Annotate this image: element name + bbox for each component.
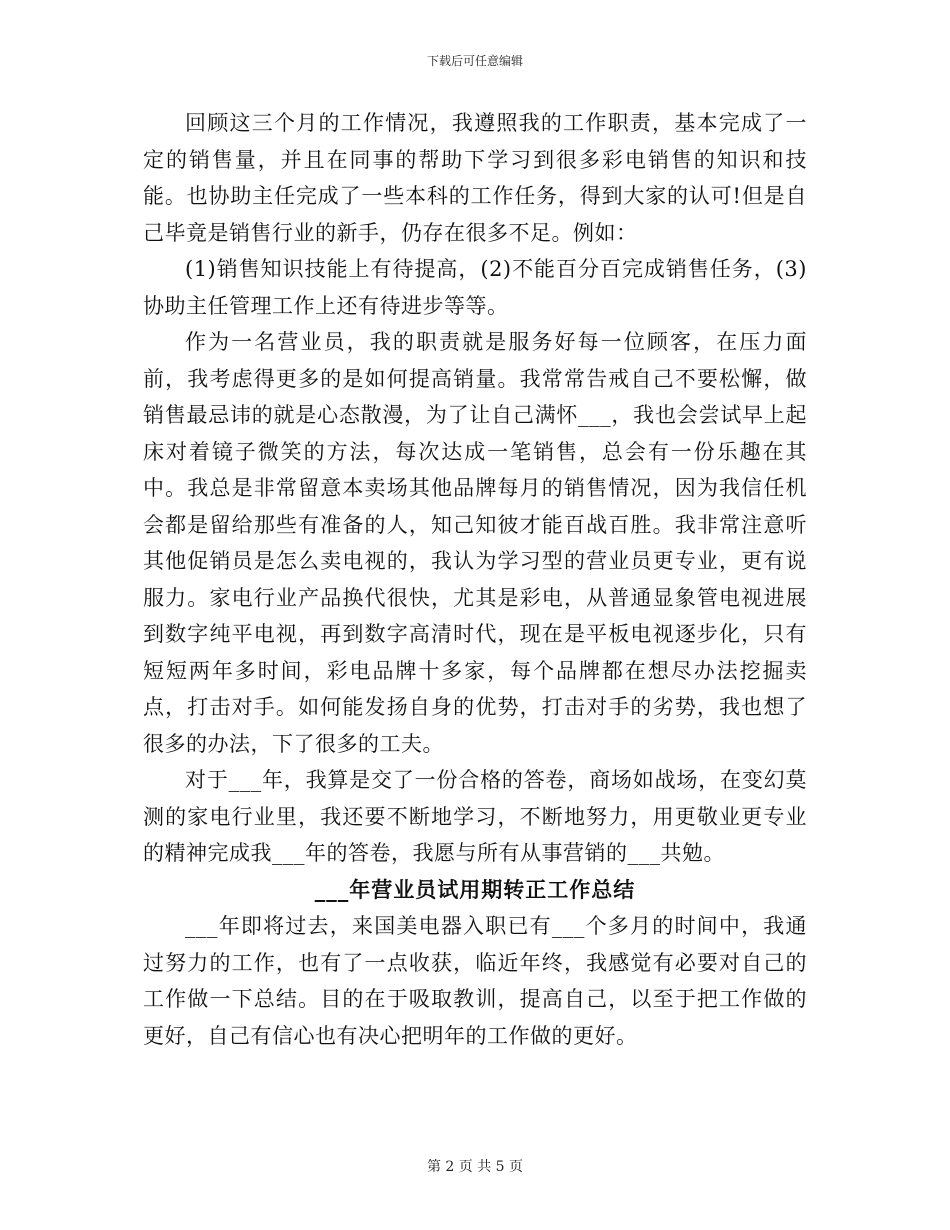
paragraph-section-intro: ___年即将过去，来国美电器入职已有___个多月的时间中，我通过努力的工作，也有了一点收获，临近年终，我感觉有必要对自己的工作做一下总结。目的在于吸取教训，提高自己，以至于把工作做的更好，自己有信心也有决心把明年的工作做的更好。 bbox=[143, 914, 807, 1048]
page-number: 第 2 页 共 5 页 bbox=[426, 1159, 524, 1175]
paragraph-duties: 作为一名营业员，我的职责就是服务好每一位顾客，在压力面前，我考虑得更多的是如何提高销量。我常常告戒自己不要松懈，做销售最忌讳的就是心态散漫，为了让自己满怀___，我也会尝试早上起床对着镜子微笑的方法，每次达成一笔销售，总会有一份乐趣在其中。我总是非常留意本卖场其他品牌每月的销售情况，因为我信任机会都是留给那些有准备的人，知己知彼才能百战百胜。我非常注意听其他促销员是怎么卖电视的，我认为学习型的营业员更专业，更有说服力。家电行业产品换代很快，尤其是彩电，从普通显象管电视进展到数字纯平电视，再到数字高清时代，现在是平板电视逐步化，只有短短两年多时间，彩电品牌十多家，每个品牌都在想尽办法挖掘卖点，打击对手。如何能发扬自身的优势，打击对手的劣势，我也想了很多的办法，下了很多的工夫。 bbox=[143, 330, 807, 756]
paragraph-shortcomings: (1)销售知识技能上有待提高，(2)不能百分百完成销售任务，(3)协助主任管理工作上还有待进步等等。 bbox=[143, 257, 807, 318]
paragraph-conclusion: 对于___年，我算是交了一份合格的答卷，商场如战场，在变幻莫测的家电行业里，我还要不断地学习，不断地努力，用更敬业更专业的精神完成我___年的答卷，我愿与所有从事营销的___共勉。 bbox=[143, 768, 807, 865]
document-body bbox=[143, 105, 807, 1054]
paragraph-review: 回顾这三个月的工作情况，我遵照我的工作职责，基本完成了一定的销售量，并且在同事的帮助下学习到很多彩电销售的知识和技能。也协助主任完成了一些本科的工作任务，得到大家的认可!但是自己毕竟是销售行业的新手，仍存在很多不足。例如： bbox=[143, 111, 807, 245]
section-title: ___年营业员试用期转正工作总结 bbox=[314, 876, 636, 902]
page-header-note: 下载后可任意编辑 bbox=[426, 54, 523, 68]
